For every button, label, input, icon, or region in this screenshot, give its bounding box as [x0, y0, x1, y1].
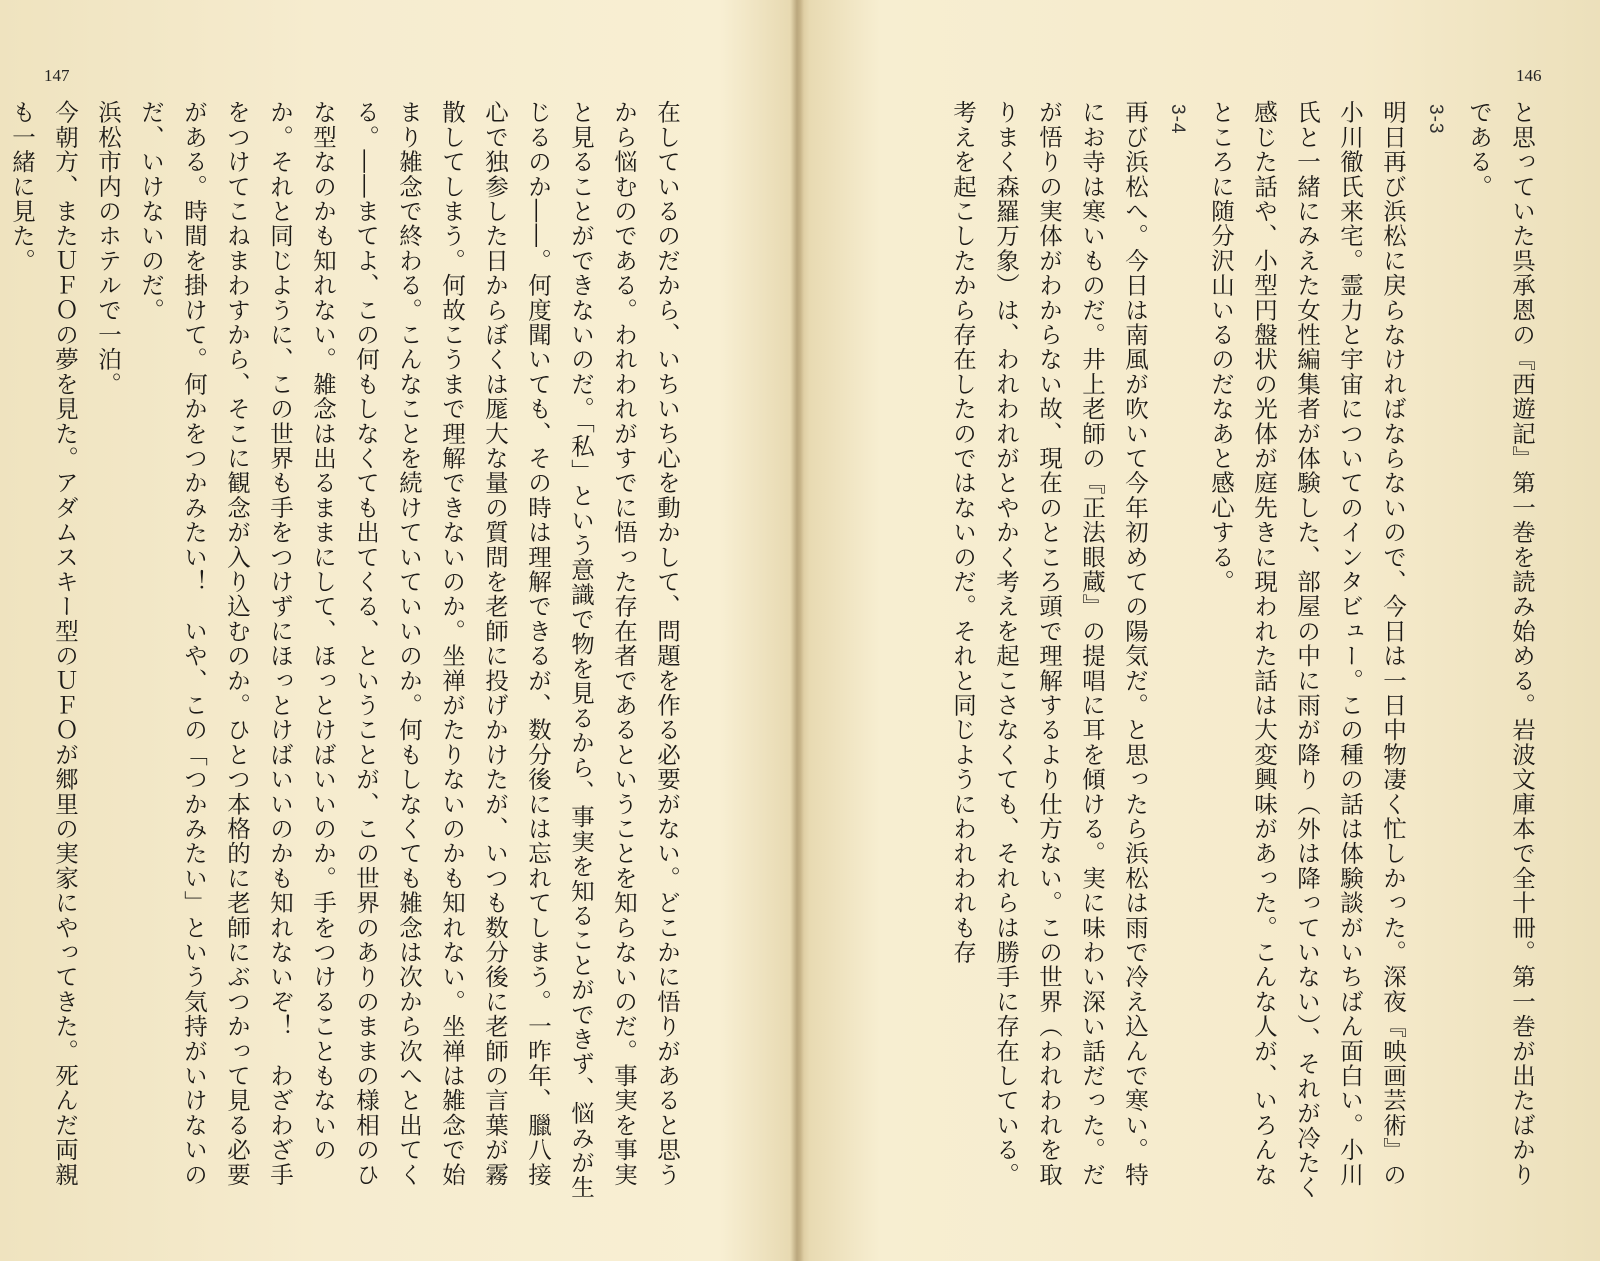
left-paragraph-2: 浜松市内のホテルで一泊。	[94, 100, 122, 397]
page-number-left: 147	[44, 66, 70, 85]
left-paragraph-3: 今朝方、またＵＦＯの夢を見た。アダムスキー型のＵＦＯが郷里の実家にやってきた。死んだ両親も一緒に見た。	[8, 100, 79, 1187]
entry-3-4-paragraph: 再び浜松へ。今日は南風が吹いて今年初めての陽気だ。と思ったら浜松は雨で冷え込んで寒い。特にお寺は寒いものだ。井上老師の『正法眼蔵』の提唱に耳を傾ける。実に味わい深い話だった。だが悟りの実体がわからない故、現在のところ頭で理解するより仕方ない。この世界（われわれを取りまく森羅万象）は、われわれがとやかく考えを起こさなくても、それらは勝手に存在している。考えを起こしたから存在したのではないのだ。それと同じようにわれわれも存	[949, 100, 1149, 1187]
entry-3-3-paragraph: 明日再び浜松に戻らなければならないので、今日は一日中物凄く忙しかった。深夜『映画芸術』の小川徹氏来宅。霊力と宇宙についてのインタビュー。この種の話は体験談がいちばん面白い。小川氏と一緒にみえた女性編集者が体験した、部屋の中に雨が降り（外は降っていない）、それが冷たく感じた話や、小型円盤状の光体が庭先きに現われた話は大変興味があった。こんな人が、いろんなところに随分沢山いるのだなあと感心する。	[1207, 100, 1407, 1200]
section-label-3-3: 3-3	[1425, 104, 1446, 135]
right-intro-paragraph: と思っていた呉承恩の『西遊記』第一巻を読み始める。岩波文庫本で全十冊。第一巻が出たばかりである。	[1465, 100, 1536, 1187]
left-page-text	[8, 100, 688, 1210]
book-gutter	[790, 0, 804, 1261]
page-number-right: 146	[1516, 66, 1542, 85]
right-page-text	[848, 100, 1543, 1210]
left-paragraph-1: 在しているのだから、いちいち心を動かして、問題を作る必要がない。どこかに悟りがあると思うから悩むのである。われわれがすでに悟った存在者であるということを知らないのだ。事実を事実と見ることができないのだ。「私」という意識で物を見るから、事実を知ることができず、悩みが生じるのか――。何度聞いても、その時は理解できるが、数分後には忘れてしまう。一昨年、臘八接心で独参した日からぼくは厖大な量の質問を老師に投げかけたが、いつも数分後に老師の言葉が霧散してしまう。何故こうまで理解できないのか。坐禅がたりないのかも知れない。坐禅は雑念で始まり雑念で終わる。こんなことを続けていていいのか。何もしなくても雑念は次から次へと出てくる。――まてよ、この何もしなくても出てくる、ということが、この世界のありのままの様相のひな型なのかも知れない。雑念は出るままにして、ほっとけばいいのか。手をつけることもないのか。それと同じように、この世界も手をつけずにほっとけばいいのかも知れないぞ！ わざわざ手をつけてこねまわすから、そこに観念が入り込むのか。ひとつ本格的に老師にぶつかって見る必要がある。時間を掛けて。何かをつかみたい！ いや、この「つかみたい」という気持がいけないのだ、いけないのだ。	[137, 100, 681, 1200]
section-label-3-4: 3-4	[1167, 104, 1188, 135]
